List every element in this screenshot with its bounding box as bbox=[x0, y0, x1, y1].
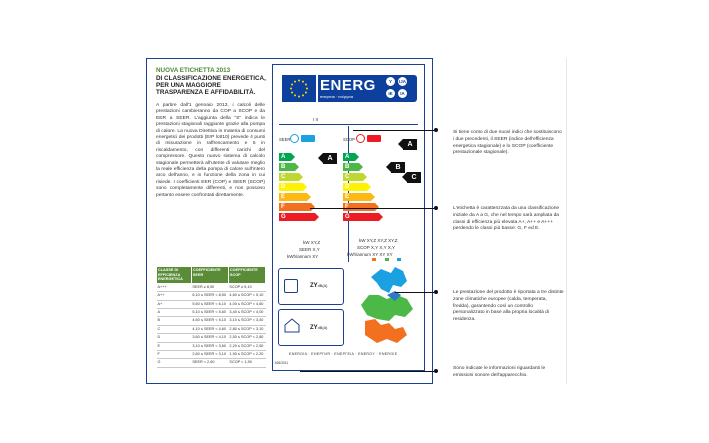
seer-class-bar: C bbox=[279, 173, 299, 181]
regulation-number: 626/2011 bbox=[275, 361, 289, 365]
table-cell: 4,60 ≤ SEER < 5,10 bbox=[191, 317, 228, 325]
table-cell: G bbox=[157, 359, 192, 367]
separator-line bbox=[279, 124, 418, 125]
label-roman-numerals: I II bbox=[313, 117, 319, 122]
article-paragraph: A partire dall'1 gennaio 2013, i calcoli delle prestazioni cambieranno da COP a SCOP e da EER a SEER. L'aggiunta della "S" indica le prestazioni stagionali raggiunte grazie alla pompa di calore. La nuova Direttiva in materia di consumi energetici dei prodotti (ErP lott10) prevede 4 punti di misurazione in raffrescamento e 5 in riscaldamento, con differenti carichi del compressore. Questo nuovo sistema di calcolo stagionale permetterà all'utente di valutare meglio la reale efficienza della pompa di calore sull'intero arco dell'anno, e in funzione della zona in cui risiede. I coefficienti EER (COP) e SEER (SCOP) sono completamente differenti, e non possono pertanto essere confrontati direttamente. bbox=[156, 103, 265, 198]
table-cell: E bbox=[157, 342, 192, 350]
table-cell: 4,10 ≤ SEER < 4,60 bbox=[191, 325, 228, 333]
leader-line bbox=[395, 292, 436, 293]
table-cell: 3,40 ≤ SCOP < 4,00 bbox=[228, 309, 265, 317]
house-icon bbox=[284, 317, 300, 333]
table-cell: B bbox=[157, 317, 192, 325]
table-cell: 3,10 ≤ SCOP < 3,40 bbox=[228, 317, 265, 325]
scop-class-bar: D bbox=[343, 183, 367, 191]
fan-icon bbox=[290, 134, 299, 143]
table-cell: A bbox=[157, 309, 192, 317]
zone-color-marker bbox=[372, 258, 376, 261]
eu-star-icon bbox=[306, 88, 308, 90]
page-edge-line bbox=[566, 58, 567, 384]
label-footer: ENERGIA · ЕНЕРГИЯ · ΕΝΕΡΓΕΙΑ · ENERGY · ENERGIE bbox=[289, 352, 398, 356]
seer-class-bar: E bbox=[279, 193, 307, 201]
eu-star-icon bbox=[305, 84, 307, 86]
scop-class-bar: A bbox=[343, 153, 355, 161]
label-header bbox=[273, 65, 424, 109]
scop-class-bar: C bbox=[343, 173, 363, 181]
indoor-noise-value: ZYdB(A) bbox=[310, 325, 328, 331]
table-cell: SEER ≥ 8,50 bbox=[191, 283, 228, 291]
scop-value-scop: SCOP X,Y X,Y X,Y bbox=[357, 245, 396, 250]
scop-value-kwh: kWh/annum XY XY XY bbox=[347, 252, 393, 257]
seer-class-bar: B bbox=[279, 163, 295, 171]
table-row bbox=[157, 300, 266, 308]
zone-color-marker bbox=[397, 258, 401, 261]
eu-star-icon bbox=[302, 81, 304, 83]
annotation-noise: Sono indicate le informazioni riguardanti le emissioni sonore dell'apparecchio. bbox=[453, 366, 546, 378]
table-cell: SCOP ≥ 5,10 bbox=[228, 283, 265, 291]
table-cell: 3,60 ≤ SEER < 4,10 bbox=[191, 334, 228, 342]
heating-icon bbox=[367, 135, 381, 142]
speaker-icon bbox=[284, 279, 298, 293]
article-title-green: NUOVA ETICHETTA 2013 bbox=[156, 67, 231, 74]
seer-value-kw: kW XY,Z bbox=[303, 240, 321, 245]
leader-line bbox=[353, 130, 436, 131]
seer-class-bar: A bbox=[279, 153, 291, 161]
table-cell: 5,60 ≤ SEER < 6,10 bbox=[191, 300, 228, 308]
table-cell: 2,50 ≤ SCOP < 2,80 bbox=[228, 334, 265, 342]
scop-class-bar: E bbox=[343, 193, 371, 201]
energy-label bbox=[272, 64, 425, 371]
seer-class-bar: F bbox=[279, 203, 311, 211]
table-cell: 4,00 ≤ SCOP < 4,60 bbox=[228, 300, 265, 308]
eu-star-icon bbox=[291, 84, 293, 86]
eu-star-icon bbox=[294, 94, 296, 96]
table-row bbox=[157, 334, 266, 342]
eu-flag-icon bbox=[282, 75, 316, 102]
table-row bbox=[157, 309, 266, 317]
table-cell: F bbox=[157, 351, 192, 359]
leader-dot bbox=[434, 128, 438, 132]
table-cell: SEER < 2,60 bbox=[191, 359, 228, 367]
table-row bbox=[157, 325, 266, 333]
eu-star-icon bbox=[305, 92, 307, 94]
annotation-climate-zones: Le prestazione del prodotto è riportata a tre distinte zone climatiche europee (calda, temperata, fredda), garantendo così un controllo personalizzato in base alla propria località di residenza. bbox=[453, 290, 564, 323]
seer-class-bar: D bbox=[279, 183, 303, 191]
table-cell: A+++ bbox=[157, 283, 192, 291]
table-cell: 3,10 ≤ SEER < 3,60 bbox=[191, 342, 228, 350]
seer-column-label: SEER bbox=[279, 137, 291, 142]
scop-column-label: SCOP bbox=[343, 137, 355, 142]
table-header-row bbox=[157, 267, 266, 284]
eu-star-icon bbox=[302, 94, 304, 96]
table-row bbox=[157, 283, 266, 291]
language-circle: IE bbox=[386, 89, 395, 98]
seer-class-bar: G bbox=[279, 213, 315, 221]
leader-line bbox=[310, 208, 436, 209]
scop-value-kw: kW XY,Z XY,Z XY,Z bbox=[359, 238, 398, 243]
table-header: CLASSE DI EFFICIENZA ENERGETICA bbox=[157, 267, 192, 284]
table-row bbox=[157, 317, 266, 325]
table-cell: 4,60 ≤ SCOP < 5,10 bbox=[228, 292, 265, 300]
europe-climate-map bbox=[351, 265, 419, 347]
table-cell: 2,80 ≤ SCOP < 3,10 bbox=[228, 325, 265, 333]
leader-dot bbox=[434, 290, 438, 294]
table-row bbox=[157, 351, 266, 359]
leader-dot bbox=[434, 206, 438, 210]
article-title: DI CLASSIFICAZIONE ENERGETICA, PER UNA MAGGIORE TRASPARENZA E AFFIDABILITÀ. bbox=[156, 75, 266, 97]
heating-sun-icon bbox=[356, 134, 365, 143]
table-cell: C bbox=[157, 325, 192, 333]
eu-star-icon bbox=[290, 88, 292, 90]
annotation-classes: L'etichetta è caratterizzata da una classificazione iniziale da A a G, che nel tempo sarà ampliata da classi di efficienza più elevata A+, A++ e A+++ perdendo le classi più basse: G, F ed E. bbox=[453, 206, 560, 232]
seer-value-kwh: kWh/annum XY bbox=[287, 254, 319, 259]
cooling-snowflake-icon bbox=[301, 135, 315, 142]
table-cell: 2,60 ≤ SEER < 3,10 bbox=[191, 351, 228, 359]
table-cell: 1,90 ≤ SCOP < 2,20 bbox=[228, 351, 265, 359]
eu-star-icon bbox=[294, 81, 296, 83]
scop-class-arrow: B bbox=[391, 162, 405, 173]
energ-word: ENERG bbox=[320, 77, 376, 94]
table-cell: 2,20 ≤ SCOP < 2,50 bbox=[228, 342, 265, 350]
language-circle: IJA bbox=[398, 79, 406, 84]
table-row bbox=[157, 359, 266, 367]
energ-subtitle: енергия · ενέργεια bbox=[320, 94, 354, 99]
table-header: COEFFICIENTE SCOP bbox=[228, 267, 265, 284]
zone-color-marker bbox=[385, 258, 389, 261]
scop-class-bar: F bbox=[343, 203, 375, 211]
scop-class-arrow: C bbox=[407, 172, 421, 183]
leader-line bbox=[300, 371, 436, 372]
leader-dot bbox=[434, 369, 438, 373]
annotation-seer-scop: Si tiene conto di due nuovi indici che sostituiscono i due precedenti, il SEER (indice dell'efficienza energetica stagionale) e lo SCOP (coefficiente prestazionale stagionale). bbox=[453, 130, 562, 156]
table-cell: A+ bbox=[157, 300, 192, 308]
language-circle: Y bbox=[386, 77, 395, 86]
table-cell: 6,10 ≤ SEER < 8,50 bbox=[191, 292, 228, 300]
eu-star-icon bbox=[298, 80, 300, 82]
table-row bbox=[157, 342, 266, 350]
table-cell: A++ bbox=[157, 292, 192, 300]
table-cell: SCOP < 1,90 bbox=[228, 359, 265, 367]
scop-class-bar: G bbox=[343, 213, 379, 221]
table-cell: D bbox=[157, 334, 192, 342]
outdoor-noise-value: ZYdB(A) bbox=[310, 283, 328, 289]
seer-class-arrow: A bbox=[323, 153, 337, 164]
scop-class-bar: B bbox=[343, 163, 359, 171]
table-cell: 5,10 ≤ SEER < 5,60 bbox=[191, 309, 228, 317]
eu-star-icon bbox=[291, 92, 293, 94]
language-circle: IA bbox=[398, 89, 407, 98]
table-row bbox=[157, 292, 266, 300]
table-header: COEFFICIENTE SEER bbox=[191, 267, 228, 284]
eu-star-icon bbox=[298, 96, 300, 98]
efficiency-table bbox=[156, 266, 266, 368]
scop-class-arrow: A bbox=[403, 139, 417, 150]
seer-value-seer: SEER X,Y bbox=[299, 247, 320, 252]
